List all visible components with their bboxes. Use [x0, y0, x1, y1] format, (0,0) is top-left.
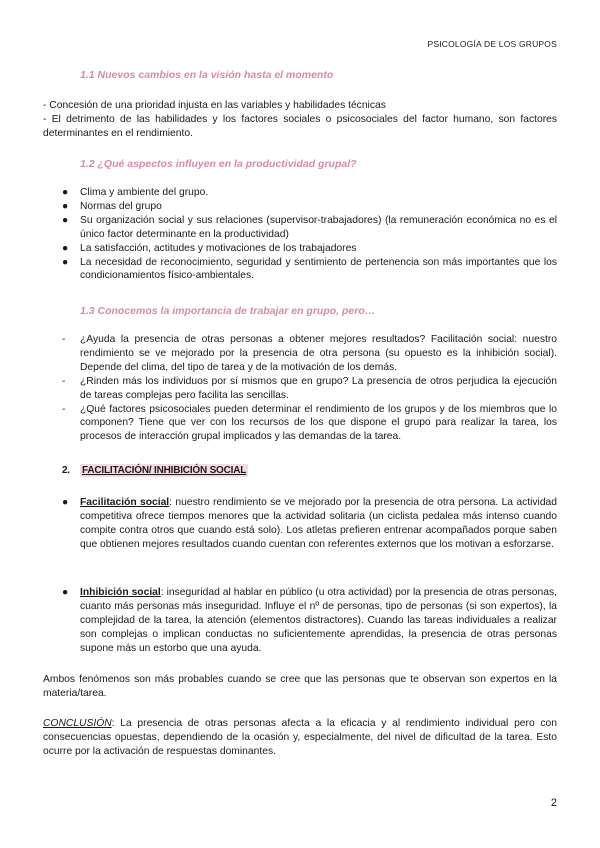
bullet-icon: ●: [62, 587, 69, 598]
list-item: ● Clima y ambiente del grupo.: [62, 187, 209, 198]
ambos-paragraph: Ambos fenómenos son más probables cuando se cree que las personas que te observan son expertos en la materia/tarea.: [43, 674, 557, 699]
bullet-icon: ●: [62, 200, 69, 212]
group-work-questions-list: [62, 333, 557, 444]
list-item: ● La necesidad de reconocimiento, seguridad y sentimiento de pertenencia son más importantes que los condicionamientos físico-ambientales.: [62, 256, 557, 282]
inhibicion-term: Inhibición social: [80, 587, 161, 598]
bullet-icon: ●: [62, 187, 69, 198]
dash-icon: -: [62, 375, 66, 387]
list-item: ● Su organización social y sus relaciones (supervisor-trabajadores) (la remuneración económica no es el único factor determinante en la productividad): [62, 214, 557, 240]
heading-1-3: 1.3 Conocemos la importancia de trabajar en grupo, pero…: [80, 305, 376, 317]
inhibicion-text: : inseguridad al hablar en público (u otra actividad) por la presencia de otras personas, cuanto más personas más inseguridad. Influye el nº de personas, tipo de personas (si son expertos), la complejidad de la tarea, la atención (elementos distractores). Cuando las tareas individuales a realizar son complejas o implican conductas no suficientemente aprendidas, la presencia de otras personas supone más un estorbo que una ayuda.: [80, 587, 557, 654]
heading-2-number: 2.: [62, 465, 70, 476]
heading-1-2: 1.2 ¿Qué aspectos influyen en la productividad grupal?: [80, 158, 357, 170]
facilitacion-text: : nuestro rendimiento se ve mejorado por la presencia de otra persona. La actividad competitiva ofrece tiempos menores que la actividad solitaria (un ciclista pedalea más intenso cuando compite contra otros que cuando está solo). Los atletas prefieren entrenar acompañados porque saben que obtienen mejores resultados cuando cuentan con referentes externos que los motivan a esforzarse.: [80, 497, 558, 550]
list-item: - ¿Rinden más los individuos por sí mismos que en grupo? La presencia de otros perjudica la ejecución de tareas complejas pero facilita las sencillas.: [62, 375, 557, 401]
bullet-icon: ●: [62, 214, 69, 226]
conclusion-text: : La presencia de otras personas afecta a la eficacia y al rendimiento individual pero con consecuencias opuestas, dependiendo de la ocasión y, especialmente, del nivel de dificultad de la tarea. Esto ocurre por la activación de respuestas dominantes.: [43, 718, 557, 757]
bullet-icon: ●: [62, 497, 69, 508]
dash-icon: -: [62, 403, 66, 415]
list-item: ● La satisfacción, actitudes y motivaciones de los trabajadores: [62, 242, 357, 254]
bullet-icon: ●: [62, 242, 69, 254]
heading-2: [62, 465, 248, 476]
heading-1-1: 1.1 Nuevos cambios en la visión hasta el momento: [80, 69, 334, 81]
conclusion-paragraph: [43, 717, 557, 759]
section-1-1-line-2: - El detrimento de las habilidades y los factores sociales o psicosociales del factor humano, son factores determinantes en el rendimiento.: [43, 114, 557, 139]
bullet-icon: ●: [62, 256, 69, 268]
list-item: - ¿Qué factores psicosociales pueden determinar el rendimiento de los grupos y de los miembros que lo componen? Tiene que ver con los recursos de los que dispone el grupo para realizar la tarea, los procesos de interacción grupal implicados y las demandas de la tarea.: [62, 403, 557, 443]
productivity-factors-list: [62, 186, 557, 283]
inhibicion-block: [62, 586, 557, 656]
page-number: 2: [550, 797, 557, 809]
conclusion-label: CONCLUSIÓN: [43, 718, 112, 729]
list-item: - ¿Ayuda la presencia de otras personas a obtener mejores resultados? Facilitación social: nuestro rendimiento se ve mejorado por la presencia de otra persona (su opuesto es la inhibición social). Depende del clima, del tipo de tarea y de la motivación de los demás.: [62, 334, 557, 373]
facilitacion-block: [62, 496, 557, 552]
section-1-1-line-1: - Concesión de una prioridad injusta en las variables y habilidades técnicas: [43, 100, 386, 111]
list-item: [62, 586, 557, 656]
heading-2-title: FACILITACIÓN/ INHIBICIÓN SOCIAL: [82, 465, 247, 476]
running-header: PSICOLOGÍA DE LOS GRUPOS: [427, 39, 557, 49]
list-item: ● Normas del grupo: [62, 200, 162, 212]
list-item: [62, 496, 557, 552]
facilitacion-term: Facilitación social: [80, 497, 170, 508]
dash-icon: -: [62, 334, 66, 345]
